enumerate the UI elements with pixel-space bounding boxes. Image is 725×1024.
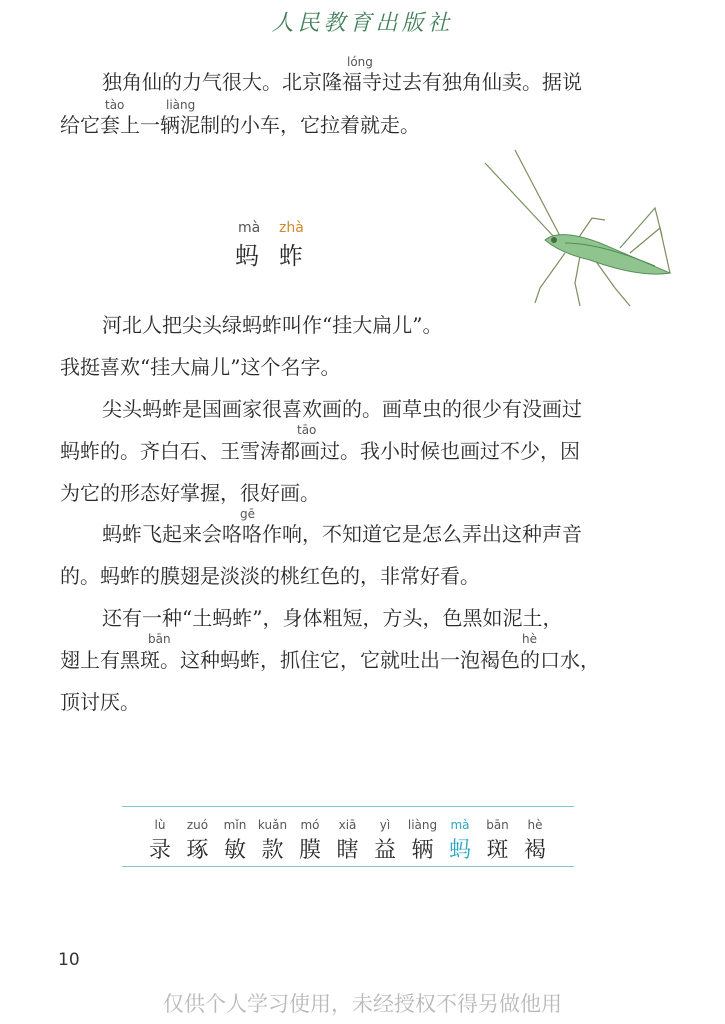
title-char-zha: 蚱 bbox=[279, 242, 303, 270]
vocab-char: 膜 bbox=[298, 838, 321, 863]
vocab-pinyin: bān bbox=[486, 818, 509, 832]
body-p4-line-1: 还有一种“土蚂蚱”，身体粗短，方头，色黑如泥土， bbox=[102, 606, 563, 630]
title-pinyin-ma: mà bbox=[238, 220, 261, 236]
title-char-ma: 蚂 bbox=[235, 242, 259, 270]
publisher-logo: 人民教育出版社 bbox=[271, 11, 454, 36]
vocab-pinyin: xiā bbox=[338, 818, 357, 832]
vocab-char: 褐 bbox=[523, 838, 546, 863]
pinyin-ban: bān bbox=[148, 632, 171, 646]
watermark-notice: 仅供个人学习使用，未经授权不得另做他用 bbox=[163, 992, 562, 1016]
intro-line-2: 给它套上一辆泥制的小车，它拉着就走。 bbox=[60, 113, 420, 137]
vocab-char: 敏 bbox=[223, 838, 246, 863]
body-p4-line-3: 顶讨厌。 bbox=[60, 690, 140, 714]
vocab-char: 录 bbox=[148, 838, 171, 863]
pinyin-he: hè bbox=[522, 632, 537, 646]
pinyin-tao: tào bbox=[105, 98, 125, 112]
pinyin-ge: gē bbox=[240, 507, 255, 521]
vocab-char: 斑 bbox=[486, 838, 509, 863]
body-p1-line-2: 我挺喜欢“挂大扁儿”这个名字。 bbox=[60, 355, 341, 379]
intro-line-1: 独角仙的力气很大。北京隆福寺过去有独角仙卖。据说 bbox=[102, 70, 582, 94]
body-p1-line-1: 河北人把尖头绿蚂蚱叫作“挂大扁儿”。 bbox=[102, 313, 443, 337]
vocab-char: 瞎 bbox=[336, 838, 359, 863]
grasshopper-illustration bbox=[480, 148, 680, 313]
pinyin-tao-2: tāo bbox=[297, 423, 317, 437]
body-p3-line-1: 蚂蚱飞起来会咯咯作响，不知道它是怎么弄出这种声音 bbox=[102, 522, 582, 546]
page-number: 10 bbox=[58, 950, 80, 970]
body-p2-line-2: 蚂蚱的。齐白石、王雪涛都画过。我小时候也画过不少，因 bbox=[60, 439, 580, 463]
vocab-char: 琢 bbox=[186, 838, 209, 863]
vocab-pinyin: yì bbox=[379, 818, 391, 832]
pinyin-long: lóng bbox=[347, 55, 373, 69]
pinyin-liang: liàng bbox=[166, 98, 196, 112]
body-p2-line-3: 为它的形态好掌握，很好画。 bbox=[60, 481, 320, 505]
vocab-pinyin: mó bbox=[300, 818, 320, 832]
vocab-pinyin: mà bbox=[450, 818, 470, 832]
body-p3-line-2: 的。蚂蚱的膜翅是淡淡的桃红色的，非常好看。 bbox=[60, 564, 480, 588]
vocab-pinyin: kuǎn bbox=[257, 818, 288, 832]
title-pinyin-zha: zhà bbox=[279, 220, 304, 236]
vocab-char: 益 bbox=[373, 838, 396, 863]
vocab-pinyin: lù bbox=[154, 818, 166, 832]
vocab-char: 辆 bbox=[411, 838, 434, 863]
vocab-pinyin: zuó bbox=[186, 818, 209, 832]
body-p4-line-2: 翅上有黑斑。这种蚂蚱，抓住它，它就吐出一泡褐色的口水， bbox=[60, 648, 600, 672]
vocab-top-rule bbox=[122, 806, 574, 807]
vocab-char: 蚂 bbox=[448, 838, 471, 863]
vocab-char: 款 bbox=[261, 838, 284, 863]
vocab-pinyin: liàng bbox=[407, 818, 438, 832]
vocab-pinyin: hè bbox=[527, 818, 543, 832]
vocab-bottom-rule bbox=[122, 866, 574, 867]
vocab-pinyin: mǐn bbox=[223, 818, 247, 832]
body-p2-line-1: 尖头蚂蚱是国画家很喜欢画的。画草虫的很少有没画过 bbox=[102, 397, 582, 421]
